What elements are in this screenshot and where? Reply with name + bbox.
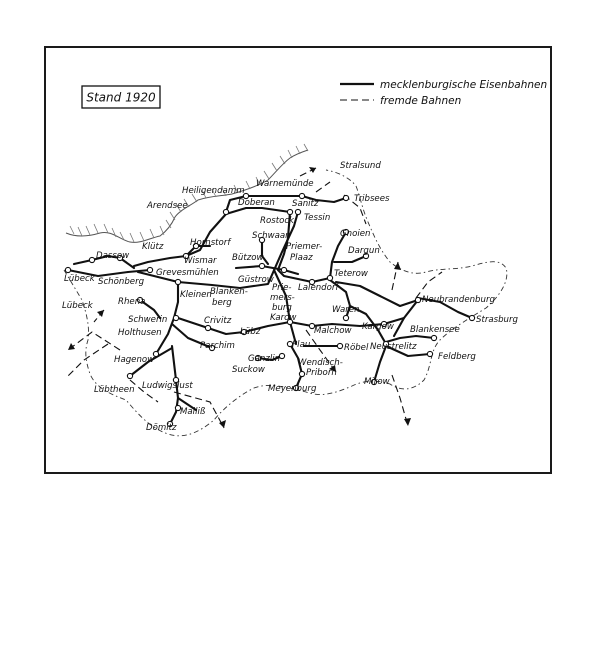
label-guestrow: Güstrow [238,275,274,285]
label-lalendorf: Lalendorf [298,283,339,293]
label-teterow: Teterow [334,269,368,279]
label-plau: Plau [292,340,311,350]
label-rhena: Rhena [118,297,146,307]
label-tribsees: Tribsees [354,194,390,204]
label-mirow: Mirow [364,377,390,387]
legend-own-lines: mecklenburgische Eisenbahnen [380,79,548,91]
label-plaaz: Plaaz [290,253,313,263]
label-prie: Prie- [272,283,292,293]
label-kluetz: Klütz [142,242,164,252]
label-schwerin: Schwerin [128,315,168,325]
label-malliss: Malliß [180,407,206,417]
label-waren: Waren [332,305,360,315]
label-ganzlin: Ganzlin [248,354,281,364]
label-luebz: Lübz [240,327,261,337]
label-sanitz: Sanitz [292,199,319,209]
label-burg: burg [272,303,292,313]
label-gnoien: Gnoien [340,229,371,239]
label-dassow: Dassow [96,251,130,261]
label-suckow: Suckow [232,365,265,375]
title-box [82,86,160,108]
label-wismar: Wismar [184,256,217,266]
label-crivitz: Crivitz [204,316,232,326]
label-priborn: Priborn [306,368,337,378]
label-kleinen: Kleinen [180,290,212,300]
place-labels [62,161,519,433]
legend [340,79,547,107]
label-priemer: Priemer- [286,242,323,252]
label-strasburg: Strasburg [476,315,518,325]
label-mers: mers- [270,293,295,303]
label-feldberg: Feldberg [438,352,476,362]
label-buetzow: Bützow [232,253,264,263]
label-berg: berg [212,298,232,308]
label-ludwigslust: Ludwigslust [142,381,193,391]
label-tessin: Tessin [304,213,331,223]
label-roebel: Röbel [344,343,369,353]
label-luebeck-mid: Lübeck [62,301,93,311]
label-dargun: Dargun [348,246,380,256]
label-neustrelitz: Neustrelitz [370,342,417,352]
label-heiligendamm: Heiligendamm [182,186,245,196]
label-neubrandenburg: Neubrandenburg [422,295,495,305]
label-doberan: Doberan [238,198,275,208]
label-malchow: Malchow [314,326,352,336]
label-parchim: Parchim [200,341,235,351]
label-wendisch: Wendisch- [298,358,343,368]
label-stralsund: Stralsund [340,161,381,171]
label-arendsee: Arendsee [147,201,188,211]
label-karow: Karow [270,313,297,323]
map-title: Stand 1920 [86,90,156,105]
label-hornstorf: Hornstorf [190,238,231,248]
label-schoenberg: Schönberg [98,277,145,287]
label-warnemuende: Warnemünde [256,179,314,189]
label-hagenow: Hagenow [114,355,155,365]
legend-foreign-lines: fremde Bahnen [380,95,462,107]
label-rostock: Rostock [260,216,295,226]
label-holthusen: Holthusen [118,328,162,338]
label-kargow: Kargow [362,322,394,332]
label-meyenburg: Meyenburg [268,384,317,394]
label-luebtheen: Lübtheen [94,385,135,395]
label-grevesmuehlen: Grevesmühlen [156,268,219,278]
label-schwaan: Schwaan [252,231,291,241]
label-doemitz: Dömitz [146,423,177,433]
label-blanken: Blanken- [210,287,248,297]
label-blankensee: Blankensee [410,325,460,335]
label-luebeck-top: Lübeck [64,274,95,284]
